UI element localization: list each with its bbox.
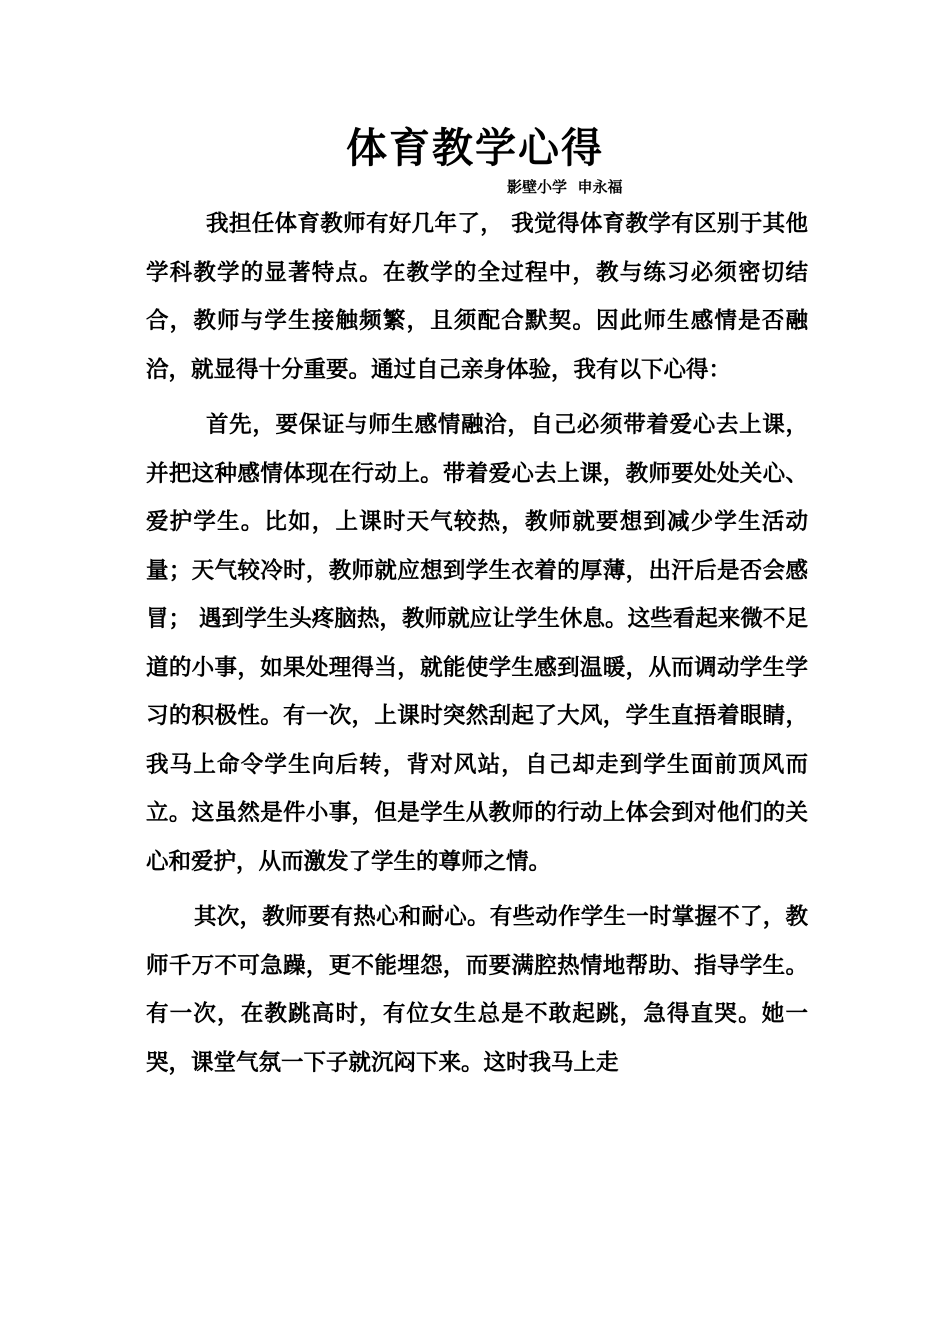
paragraph-2: 首先，要保证与师生感情融洽，自己必须带着爱心去上课，并把这种感情体现在行动上。带着爱心去上课，教师要处处关心、爱护学生。比如，上课时天气较热，教师就要想到减少学生活动量；天气较冷时，教师就应想到学生衣着的厚薄，出汗后是否会感冒； 遇到学生头疼脑热，教师就应让学生休息。这些看起来微不足道的小事，如果处理得当，就能使学生感到温暖，从而调动学生学习的积极性。有一次，上课时突然刮起了大风，学生直捂着眼睛，我马上命令学生向后转，背对风站，自己却走到学生面前顶风而立。这虽然是件小事，但是学生从教师的行动上体会到对他们的关心和爱护，从而激发了学生的尊师之情。 (146, 412, 808, 875)
paragraph-1: 我担任体育教师有好几年了， 我觉得体育教学有区别于其他学科教学的显著特点。在教学的全过程中，教与练习必须密切结合，教师与学生接触频繁，且须配合默契。因此师生感情是否融洽，就显得十分重要。通过自己亲身体验，我有以下心得： (146, 211, 808, 383)
author-line: 影壁小学 申永福 (507, 178, 623, 196)
document-body (146, 200, 808, 1087)
paragraph-3: 其次，教师要有热心和耐心。有些动作学生一时掌握不了，教师千万不可急躁，更不能埋怨，而要满腔热情地帮助、指导学生。有一次，在教跳高时，有位女生总是不敢起跳，急得直哭。她一哭，课堂气氛一下子就沉闷下来。这时我马上走 (146, 904, 808, 1076)
document-title: 体育教学心得 (346, 124, 604, 172)
